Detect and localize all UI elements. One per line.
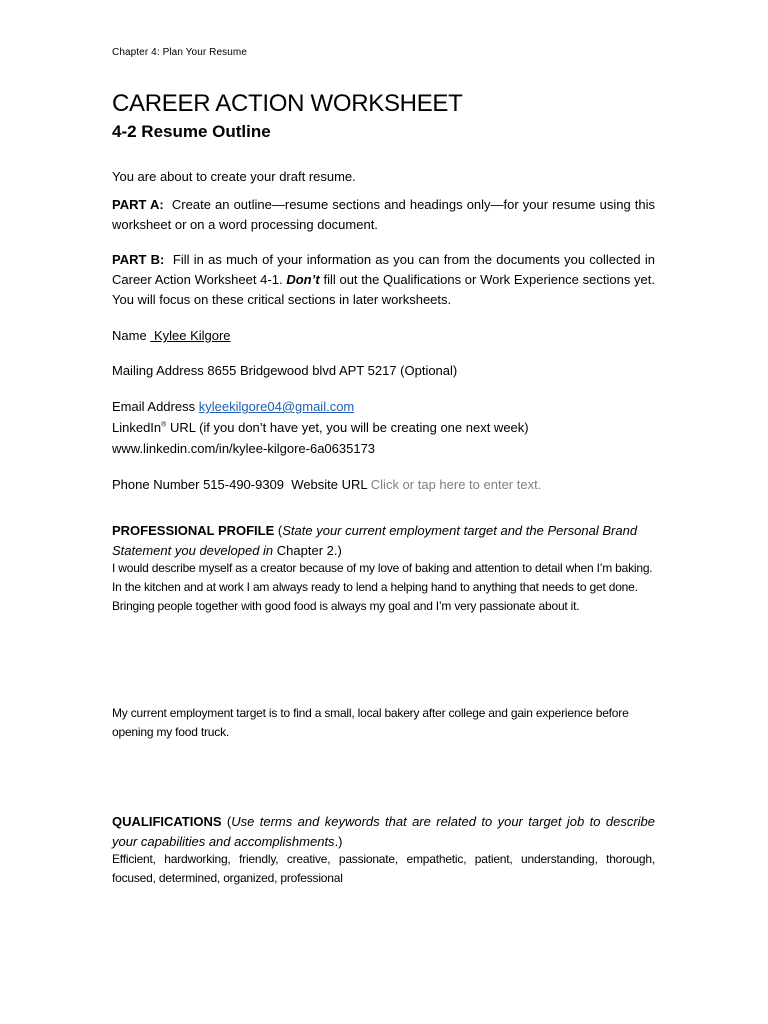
mailing-address-value[interactable]: 8655 Bridgewood blvd APT 5217 bbox=[207, 363, 397, 378]
part-b-text-1: Fill in as much of your information as you can from the documents you collected in Career Action Worksheet 4-1. bbox=[112, 252, 655, 287]
linkedin-label-rest: URL (if you don’t have yet, you will be creating one next week) bbox=[169, 420, 529, 435]
phone-website-line bbox=[112, 475, 655, 495]
mailing-address-label: Mailing Address bbox=[112, 363, 204, 378]
part-b-text-2: fill out the Qualifications or Work Experience sections yet. You will focus on these critical sections in later worksheets. bbox=[112, 272, 655, 307]
part-b-emphasis: Don’t bbox=[286, 272, 320, 287]
worksheet-subtitle: 4-2 Resume Outline bbox=[112, 122, 271, 141]
name-value: Kylee Kilgore bbox=[153, 328, 231, 343]
mailing-address-note: (Optional) bbox=[400, 363, 458, 378]
part-a-paragraph bbox=[112, 195, 655, 235]
name-label: Name bbox=[112, 328, 147, 343]
qualifications-heading-paragraph bbox=[112, 812, 655, 852]
website-input-placeholder[interactable]: Click or tap here to enter text. bbox=[370, 477, 542, 492]
mailing-address-line bbox=[112, 361, 655, 381]
qualifications-open-paren: ( bbox=[226, 814, 232, 829]
qualifications-close-paren: .) bbox=[334, 834, 343, 849]
qualifications-list[interactable]: Efficient, hardworking, friendly, creative, passionate, empathetic, patient, understanding, thorough, focused, determined, organized, professional bbox=[112, 852, 655, 885]
intro-text bbox=[112, 167, 655, 187]
profile-chapter-ref: Chapter 2.) bbox=[276, 543, 342, 558]
professional-profile-heading: PROFESSIONAL PROFILE bbox=[112, 523, 275, 538]
profile-open-paren: ( bbox=[277, 523, 283, 538]
linkedin-label: LinkedIn bbox=[112, 420, 162, 435]
employment-target-statement[interactable]: My current employment target is to find a small, local bakery after college and gain experience before opening my food truck. bbox=[112, 706, 629, 739]
website-label: Website URL bbox=[291, 477, 368, 492]
linkedin-url[interactable]: www.linkedin.com/in/kylee-kilgore-6a0635173 bbox=[112, 441, 376, 456]
professional-profile-heading-paragraph bbox=[112, 521, 655, 561]
linkedin-url-line bbox=[112, 439, 655, 459]
part-b-label: PART B: bbox=[112, 252, 165, 267]
email-line bbox=[112, 397, 655, 417]
intro-sentence: You are about to create your draft resume. bbox=[112, 169, 356, 184]
professional-profile-instruction: State your current employment target and the Personal Brand Statement you developed in bbox=[112, 523, 638, 558]
worksheet-title: CAREER ACTION WORKSHEET bbox=[112, 90, 463, 117]
email-label: Email Address bbox=[112, 399, 196, 414]
name-line bbox=[112, 326, 655, 346]
part-b-paragraph bbox=[112, 250, 655, 310]
email-link[interactable]: kyleekilgore04@gmail.com bbox=[198, 399, 355, 414]
part-a-text: Create an outline—resume sections and headings only—for your resume using this worksheet or on a word processing document. bbox=[112, 197, 655, 232]
document-page bbox=[112, 0, 655, 1024]
part-a-label: PART A: bbox=[112, 197, 164, 212]
name-field[interactable] bbox=[150, 328, 230, 343]
professional-profile-statement[interactable]: I would describe myself as a creator because of my love of baking and attention to detail when I’m baking. In the kitchen and at work I am always ready to lend a helping hand to anything that needs to get done. Bringing people together with good food is always my goal and I’m very passionate about it. bbox=[112, 561, 653, 613]
chapter-header: Chapter 4: Plan Your Resume bbox=[112, 47, 248, 58]
qualifications-instruction: Use terms and keywords that are related to your target job to describe your capabilities and accomplishments bbox=[112, 814, 655, 849]
linkedin-line bbox=[112, 418, 655, 438]
qualifications-heading: QUALIFICATIONS bbox=[112, 814, 222, 829]
phone-label: Phone Number bbox=[112, 477, 200, 492]
registered-mark: ® bbox=[161, 421, 167, 429]
phone-value[interactable]: 515-490-9309 bbox=[203, 477, 285, 492]
